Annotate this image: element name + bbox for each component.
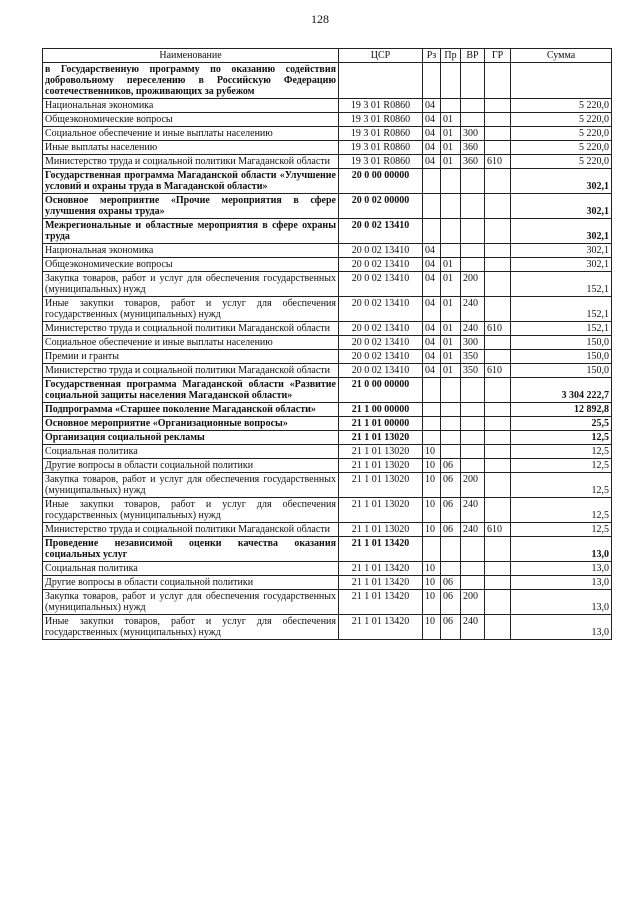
cell-pr: 01: [441, 141, 461, 155]
cell-sum: 13,0: [511, 562, 612, 576]
cell-sum: 150,0: [511, 350, 612, 364]
cell-vr: [461, 576, 485, 590]
cell-pr: [441, 244, 461, 258]
table-row: [43, 403, 612, 417]
cell-rz: 10: [423, 445, 441, 459]
cell-sum: 302,1: [511, 219, 612, 244]
cell-name: Закупка товаров, работ и услуг для обеспечения государственных (муниципальных) нужд: [43, 590, 339, 615]
cell-pr: 01: [441, 272, 461, 297]
cell-vr: 360: [461, 141, 485, 155]
cell-rz: 04: [423, 113, 441, 127]
table-row: [43, 459, 612, 473]
cell-csr: 20 0 02 13410: [339, 350, 423, 364]
cell-csr: 20 0 02 13410: [339, 336, 423, 350]
cell-vr: [461, 258, 485, 272]
cell-vr: 350: [461, 364, 485, 378]
table-row: [43, 378, 612, 403]
table-row: [43, 194, 612, 219]
table-row: [43, 350, 612, 364]
cell-gr: [485, 590, 511, 615]
cell-sum: 5 220,0: [511, 127, 612, 141]
cell-csr: 21 0 00 00000: [339, 378, 423, 403]
cell-name: Межрегиональные и областные мероприятия в сфере охраны труда: [43, 219, 339, 244]
cell-pr: 01: [441, 364, 461, 378]
cell-name: Иные закупки товаров, работ и услуг для обеспечения государственных (муниципальных) нужд: [43, 297, 339, 322]
cell-csr: 20 0 00 00000: [339, 169, 423, 194]
column-header-rz: Рз: [423, 49, 441, 63]
cell-rz: [423, 417, 441, 431]
cell-rz: 10: [423, 498, 441, 523]
cell-rz: 04: [423, 350, 441, 364]
cell-gr: [485, 63, 511, 99]
cell-rz: [423, 169, 441, 194]
cell-gr: 610: [485, 364, 511, 378]
table-row: [43, 127, 612, 141]
table-row: [43, 431, 612, 445]
cell-pr: 01: [441, 127, 461, 141]
cell-vr: [461, 459, 485, 473]
cell-gr: 610: [485, 322, 511, 336]
cell-csr: 21 1 01 13420: [339, 576, 423, 590]
table-row: [43, 364, 612, 378]
cell-pr: [441, 562, 461, 576]
table-row: [43, 590, 612, 615]
cell-vr: [461, 169, 485, 194]
cell-gr: 610: [485, 155, 511, 169]
cell-csr: 21 1 01 13020: [339, 473, 423, 498]
cell-vr: 240: [461, 322, 485, 336]
cell-gr: [485, 258, 511, 272]
cell-gr: [485, 378, 511, 403]
cell-gr: [485, 113, 511, 127]
cell-name: Иные закупки товаров, работ и услуг для обеспечения государственных (муниципальных) нужд: [43, 615, 339, 640]
cell-pr: [441, 99, 461, 113]
page-number: 128: [311, 12, 329, 26]
cell-csr: 19 3 01 R0860: [339, 155, 423, 169]
table-row: [43, 498, 612, 523]
cell-sum: 12,5: [511, 523, 612, 537]
cell-pr: [441, 169, 461, 194]
cell-sum: 13,0: [511, 590, 612, 615]
cell-rz: 10: [423, 562, 441, 576]
table-row: [43, 219, 612, 244]
cell-rz: 10: [423, 615, 441, 640]
cell-vr: [461, 417, 485, 431]
cell-gr: [485, 562, 511, 576]
cell-gr: [485, 445, 511, 459]
cell-gr: [485, 127, 511, 141]
cell-rz: [423, 63, 441, 99]
cell-csr: 21 1 01 13020: [339, 459, 423, 473]
table-row: [43, 523, 612, 537]
cell-pr: 01: [441, 350, 461, 364]
cell-rz: [423, 194, 441, 219]
cell-csr: 19 3 01 R0860: [339, 127, 423, 141]
cell-csr: 21 1 01 13420: [339, 562, 423, 576]
cell-rz: 10: [423, 473, 441, 498]
cell-pr: 06: [441, 615, 461, 640]
cell-vr: 240: [461, 523, 485, 537]
cell-name: Национальная экономика: [43, 244, 339, 258]
cell-gr: [485, 336, 511, 350]
cell-rz: 04: [423, 322, 441, 336]
cell-pr: 06: [441, 523, 461, 537]
column-header-sum: Сумма: [511, 49, 612, 63]
table-row: [43, 445, 612, 459]
cell-sum: 152,1: [511, 322, 612, 336]
cell-vr: [461, 113, 485, 127]
table-row: [43, 537, 612, 562]
table-row: [43, 297, 612, 322]
cell-name: Социальная политика: [43, 562, 339, 576]
cell-vr: [461, 378, 485, 403]
cell-vr: 240: [461, 615, 485, 640]
cell-pr: [441, 537, 461, 562]
cell-name: Закупка товаров, работ и услуг для обеспечения государственных (муниципальных) нужд: [43, 272, 339, 297]
cell-csr: 21 1 01 13420: [339, 615, 423, 640]
cell-sum: 302,1: [511, 169, 612, 194]
table-row: [43, 63, 612, 99]
cell-name: Подпрограмма «Старшее поколение Магаданской области»: [43, 403, 339, 417]
cell-name: в Государственную программу по оказанию содействия добровольному переселению в Российскую Федерацию соотечественников, проживающих за рубежом: [43, 63, 339, 99]
cell-csr: 21 1 01 13020: [339, 523, 423, 537]
cell-name: Министерство труда и социальной политики Магаданской области: [43, 155, 339, 169]
cell-vr: 240: [461, 297, 485, 322]
cell-csr: [339, 63, 423, 99]
table-row: [43, 336, 612, 350]
cell-vr: 300: [461, 336, 485, 350]
cell-sum: 5 220,0: [511, 155, 612, 169]
cell-rz: 10: [423, 590, 441, 615]
column-header-name: Наименование: [43, 49, 339, 63]
cell-sum: 12,5: [511, 459, 612, 473]
cell-rz: 04: [423, 141, 441, 155]
cell-pr: 01: [441, 113, 461, 127]
cell-csr: 21 1 00 00000: [339, 403, 423, 417]
cell-rz: 04: [423, 297, 441, 322]
table-row: [43, 322, 612, 336]
cell-csr: 20 0 02 13410: [339, 219, 423, 244]
cell-pr: 01: [441, 258, 461, 272]
cell-name: Социальное обеспечение и иные выплаты населению: [43, 336, 339, 350]
cell-gr: [485, 350, 511, 364]
cell-name: Национальная экономика: [43, 99, 339, 113]
table-row: [43, 417, 612, 431]
column-header-gr: ГР: [485, 49, 511, 63]
cell-rz: 04: [423, 272, 441, 297]
cell-sum: 25,5: [511, 417, 612, 431]
table-row: [43, 615, 612, 640]
cell-gr: [485, 498, 511, 523]
cell-rz: [423, 431, 441, 445]
cell-sum: 12,5: [511, 498, 612, 523]
cell-gr: [485, 219, 511, 244]
cell-gr: [485, 417, 511, 431]
cell-sum: 150,0: [511, 336, 612, 350]
table-header: [43, 49, 612, 63]
table-body: [43, 63, 612, 640]
cell-vr: [461, 431, 485, 445]
cell-gr: [485, 615, 511, 640]
cell-pr: 06: [441, 473, 461, 498]
cell-pr: [441, 378, 461, 403]
cell-name: Основное мероприятие «Прочие мероприятия в сфере улучшения охраны труда»: [43, 194, 339, 219]
cell-vr: [461, 445, 485, 459]
cell-name: Социальное обеспечение и иные выплаты населению: [43, 127, 339, 141]
cell-sum: 5 220,0: [511, 99, 612, 113]
cell-vr: [461, 537, 485, 562]
cell-pr: 06: [441, 576, 461, 590]
cell-name: Проведение независимой оценки качества оказания социальных услуг: [43, 537, 339, 562]
cell-rz: 04: [423, 155, 441, 169]
cell-vr: [461, 99, 485, 113]
cell-gr: [485, 244, 511, 258]
cell-name: Министерство труда и социальной политики Магаданской области: [43, 364, 339, 378]
table-row: [43, 272, 612, 297]
cell-csr: 20 0 02 00000: [339, 194, 423, 219]
cell-vr: 300: [461, 127, 485, 141]
cell-csr: 19 3 01 R0860: [339, 113, 423, 127]
cell-gr: [485, 431, 511, 445]
cell-name: Премии и гранты: [43, 350, 339, 364]
cell-csr: 20 0 02 13410: [339, 258, 423, 272]
cell-pr: [441, 403, 461, 417]
cell-sum: 5 220,0: [511, 141, 612, 155]
cell-name: Общеэкономические вопросы: [43, 113, 339, 127]
cell-sum: 152,1: [511, 297, 612, 322]
cell-gr: [485, 297, 511, 322]
cell-sum: 13,0: [511, 576, 612, 590]
table-row: [43, 141, 612, 155]
cell-vr: 360: [461, 155, 485, 169]
cell-vr: 200: [461, 272, 485, 297]
cell-sum: 302,1: [511, 244, 612, 258]
cell-sum: 302,1: [511, 194, 612, 219]
cell-rz: 04: [423, 258, 441, 272]
cell-csr: 21 1 01 13420: [339, 590, 423, 615]
cell-pr: 06: [441, 590, 461, 615]
cell-csr: 21 1 01 13020: [339, 445, 423, 459]
table-row: [43, 155, 612, 169]
cell-name: Организация социальной рекламы: [43, 431, 339, 445]
cell-name: Государственная программа Магаданской области «Развитие социальной защиты населения Магаданской области»: [43, 378, 339, 403]
cell-sum: 12,5: [511, 473, 612, 498]
table-row: [43, 169, 612, 194]
cell-csr: 20 0 02 13410: [339, 272, 423, 297]
budget-table: [42, 48, 612, 640]
cell-sum: 3 304 222,7: [511, 378, 612, 403]
cell-sum: 13,0: [511, 537, 612, 562]
cell-gr: [485, 576, 511, 590]
cell-pr: 01: [441, 336, 461, 350]
cell-gr: [485, 141, 511, 155]
column-header-csr: ЦСР: [339, 49, 423, 63]
cell-csr: 21 1 01 13420: [339, 537, 423, 562]
cell-name: Другие вопросы в области социальной политики: [43, 576, 339, 590]
cell-pr: [441, 417, 461, 431]
cell-sum: 12,5: [511, 431, 612, 445]
cell-gr: 610: [485, 523, 511, 537]
cell-name: Государственная программа Магаданской области «Улучшение условий и охраны труда в Магаданской области»: [43, 169, 339, 194]
cell-vr: [461, 194, 485, 219]
cell-csr: 21 1 01 13020: [339, 498, 423, 523]
table-row: [43, 258, 612, 272]
cell-pr: 01: [441, 155, 461, 169]
cell-vr: 240: [461, 498, 485, 523]
cell-csr: 19 3 01 R0860: [339, 141, 423, 155]
cell-rz: 04: [423, 244, 441, 258]
cell-csr: 20 0 02 13410: [339, 364, 423, 378]
cell-pr: 06: [441, 459, 461, 473]
cell-name: Основное мероприятие «Организационные вопросы»: [43, 417, 339, 431]
cell-sum: 150,0: [511, 364, 612, 378]
cell-name: Социальная политика: [43, 445, 339, 459]
table-row: [43, 473, 612, 498]
cell-pr: [441, 445, 461, 459]
cell-pr: [441, 431, 461, 445]
cell-pr: 01: [441, 297, 461, 322]
cell-rz: 04: [423, 336, 441, 350]
cell-pr: [441, 63, 461, 99]
cell-rz: [423, 219, 441, 244]
cell-vr: [461, 562, 485, 576]
cell-rz: 10: [423, 459, 441, 473]
table-row: [43, 562, 612, 576]
cell-rz: [423, 378, 441, 403]
cell-vr: [461, 219, 485, 244]
cell-vr: 350: [461, 350, 485, 364]
cell-vr: [461, 403, 485, 417]
cell-sum: 152,1: [511, 272, 612, 297]
cell-name: Иные закупки товаров, работ и услуг для обеспечения государственных (муниципальных) нужд: [43, 498, 339, 523]
table-row: [43, 244, 612, 258]
cell-vr: [461, 244, 485, 258]
cell-name: Министерство труда и социальной политики Магаданской области: [43, 523, 339, 537]
cell-sum: [511, 63, 612, 99]
cell-rz: 10: [423, 523, 441, 537]
header-row: [43, 49, 612, 63]
cell-gr: [485, 403, 511, 417]
cell-rz: 04: [423, 127, 441, 141]
cell-rz: [423, 537, 441, 562]
cell-gr: [485, 537, 511, 562]
cell-name: Общеэкономические вопросы: [43, 258, 339, 272]
table-row: [43, 113, 612, 127]
column-header-pr: Пр: [441, 49, 461, 63]
cell-vr: 200: [461, 590, 485, 615]
cell-gr: [485, 194, 511, 219]
table-row: [43, 99, 612, 113]
cell-csr: 20 0 02 13410: [339, 244, 423, 258]
cell-csr: 19 3 01 R0860: [339, 99, 423, 113]
cell-name: Иные выплаты населению: [43, 141, 339, 155]
cell-pr: [441, 194, 461, 219]
cell-csr: 20 0 02 13410: [339, 297, 423, 322]
cell-gr: [485, 272, 511, 297]
cell-pr: 06: [441, 498, 461, 523]
cell-rz: [423, 403, 441, 417]
cell-name: Другие вопросы в области социальной политики: [43, 459, 339, 473]
cell-sum: 12 892,8: [511, 403, 612, 417]
cell-pr: [441, 219, 461, 244]
cell-name: Министерство труда и социальной политики Магаданской области: [43, 322, 339, 336]
cell-gr: [485, 99, 511, 113]
cell-csr: 21 1 01 00000: [339, 417, 423, 431]
cell-sum: 13,0: [511, 615, 612, 640]
cell-gr: [485, 459, 511, 473]
cell-rz: 10: [423, 576, 441, 590]
cell-vr: [461, 63, 485, 99]
cell-rz: 04: [423, 364, 441, 378]
cell-name: Закупка товаров, работ и услуг для обеспечения государственных (муниципальных) нужд: [43, 473, 339, 498]
cell-sum: 302,1: [511, 258, 612, 272]
cell-gr: [485, 473, 511, 498]
cell-gr: [485, 169, 511, 194]
column-header-vr: ВР: [461, 49, 485, 63]
cell-sum: 5 220,0: [511, 113, 612, 127]
table-row: [43, 576, 612, 590]
cell-rz: 04: [423, 99, 441, 113]
cell-pr: 01: [441, 322, 461, 336]
cell-sum: 12,5: [511, 445, 612, 459]
cell-csr: 21 1 01 13020: [339, 431, 423, 445]
cell-vr: 200: [461, 473, 485, 498]
cell-csr: 20 0 02 13410: [339, 322, 423, 336]
